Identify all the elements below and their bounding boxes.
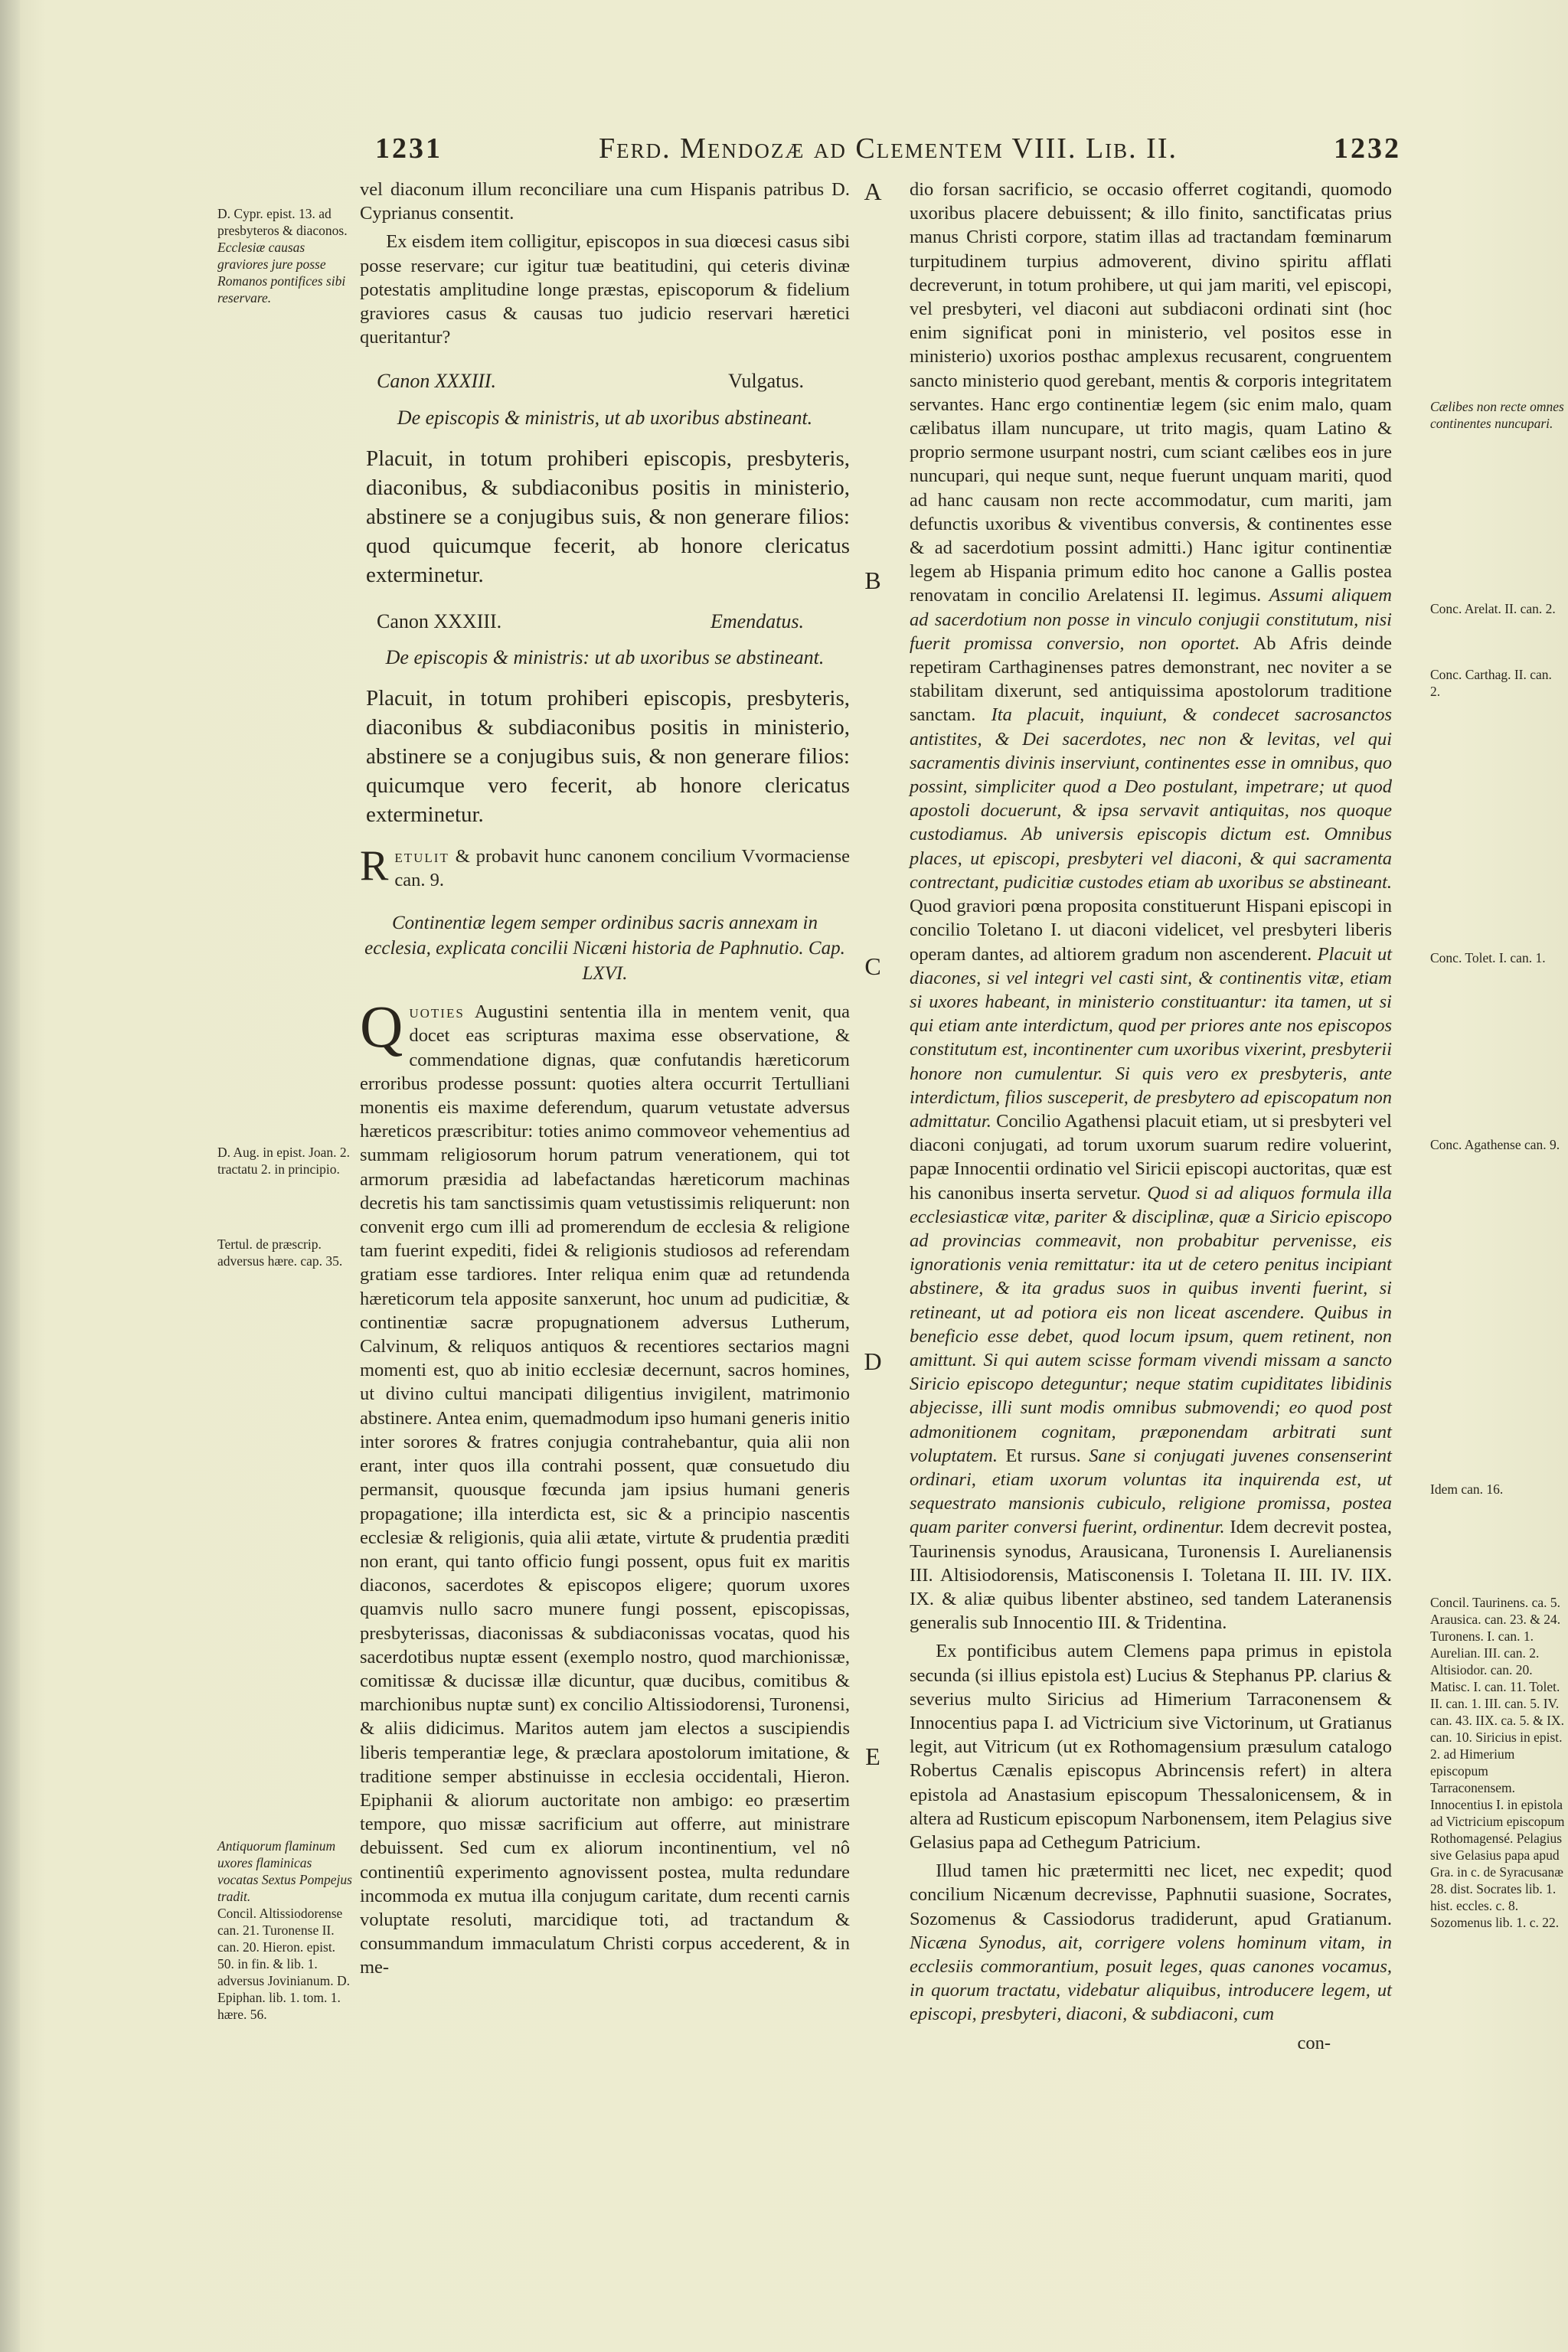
page-number-left: 1231 xyxy=(375,132,443,165)
canon-label: Canon XXXIII. xyxy=(377,609,502,632)
margin-note-ref: D. Cypr. epist. 13. ad presbyteros & diaconos. xyxy=(217,206,348,238)
quote-carthag: Ita placuit, inquiunt, & condecet sacrosanctos antistites, & Dei sacerdotes, nec non & levitas, vel qui sacramentis divinis inserviunt, continentes esse in omnibus, quo possint, simpliciter quod a Deo postulant, impetrare; ut quod apostoli docuerunt, & ipsa servavit antiquitas, nos quoque custodiamus. Ab universis episcopis dictum est. Omnibus places, ut episcopi, presbyteri vel diaconi, & qui sacramenta contrectant, pudicitiæ custodes etiam ab uxoribus se abstineant. xyxy=(910,704,1393,893)
section-letter-d: D xyxy=(864,1348,882,1375)
left-column xyxy=(360,178,850,1984)
canon-title: De episcopis & ministris: ut ab uxoribus se abstineant. xyxy=(385,645,825,668)
canon-text-emendatus: Placuit, in totum prohiberi episcopis, presbyteris, diaconibus & subdiaconibus positis in ministerio, abstinere se a conjugibus suis, & non generare filios: quicumque vero fecerit, ab honore clericatus exterminetur. xyxy=(366,685,850,827)
quote-nicaena: Nicæna Synodus, ait, corrigere volens hominum vitam, in ecclesiis commorantium, posuit leges, quas canones vocamus, in quorum tractatu, videbatur aliquibus, introducere legem, ut episcopi, presbyteri, diaconi, & subdiaconi, cum xyxy=(910,1932,1392,2025)
section-letter-b: B xyxy=(864,567,881,594)
margin-note-augustine: D. Aug. in epist. Joan. 2. tractatu 2. in principio. xyxy=(217,1145,351,1177)
paragraph: Ex pontificibus autem Clemens papa primus in epistola secunda (si illius epistola est) Lucius & Stephanus PP. clarius & severius multo Siricius ad Himerium Tarraconensem & Innocentius papa I. ad Victricium sive Victorinum, ut Gratianus legit, aut Vitricum (ut ex Rothomagensium præsulum catalogo Robertus Cænalis episcopus Abrincensis refert) in altera epistola ad Anastasium episcopum Thessalonicensem, & in altera ad Rusticum episcopum Narbonensem, item Pelagius sive Gelasius papa ad Cethegum Patricium. xyxy=(910,1641,1392,1854)
running-header xyxy=(375,132,1401,172)
paragraph-retulit: Retulit & probavit hunc canonem concilium Vvormaciense can. 9. xyxy=(360,841,850,891)
canon-title: De episcopis & ministris, ut ab uxoribus abstineant. xyxy=(397,406,813,429)
paragraph: vel diaconum illum reconciliare una cum Hispanis patribus D. Cyprianus consentit. xyxy=(360,179,850,224)
margin-note-arelat: Conc. Arelat. II. can. 2. xyxy=(1430,601,1556,616)
section-letter-c: C xyxy=(864,952,881,980)
drop-cap: R xyxy=(360,841,389,890)
quote-agath-2: Sane si conjugati juvenes consenserint ordinari, etiam uxorum voluntas ita inquirenda est, ut sequestrato mansionis cubiculo, religione promissa, postea quam pariter conversi fuerint, ordinentur. xyxy=(910,1445,1392,1538)
paragraph: Illud tamen hic prætermitti nec licet, nec expedit; quod concilium Nicænum decrevisse, Paphnutii suasione, Socrates, Sozomenus & Cassiodorus tradiderunt, apud Gratianum. Nicæna Synodus, ait, corrigere volens hominum vitam, in ecclesiis commorantium, posuit leges, quas canones vocamus, in quorum tractatu, videbatur aliquibus, introducere legem, ut episcopi, presbyteri, diaconi, & subdiaconi, cum xyxy=(910,1860,1392,2025)
canon-version: Vulgatus. xyxy=(728,370,804,393)
margin-note-cyprian xyxy=(217,205,354,306)
canon-heading-vulgatus xyxy=(377,369,850,393)
section-letter-e: E xyxy=(865,1743,880,1770)
quote-tolet: Placuit ut diacones, si vel integri vel casti sint, & continentis vitæ, etiam si uxores habeant, in ministerio constituantur: ita tamen, ut si qui etiam ante interdictum, quod per priores ante nos episcopos constitutum est, incontinenter cum uxoribus vixerint, presbyterii honore non cumulentur. Si quis vero ex presbyteris, ante interdictum, filios susceperit, de presbytero ad episcopatum non admittatur. xyxy=(910,943,1393,1132)
margin-note-councils-left: Concil. Altissiodorense can. 21. Turonense II. can. 20. Hieron. epist. 50. in fin. & lib. 1. adversus Jovinianum. D. Epiphan. lib. 1. tom. 1. hære. 56. xyxy=(217,1906,351,2022)
canon-version: Emendatus. xyxy=(710,609,804,632)
margin-note-agath: Conc. Agathense can. 9. xyxy=(1430,1137,1560,1152)
chapter-heading: Continentiæ legem semper ordinibus sacris annexam in ecclesia, explicata concilii Nicæni historia de Paphnutio. Cap. LXVI. xyxy=(364,913,845,985)
canon-text-vulgatus: Placuit, in totum prohiberi episcopis, presbyteris, diaconibus, & subdiaconibus positis in ministerio, abstinere se a conjugibus suis, & non generare filios: quod quicumque fecerit, ab honore clericatus exterminetur. xyxy=(366,446,850,587)
margin-note-councils-right: Concil. Taurinens. ca. 5. Arausica. can. 23. & 24. Turonens. I. can. 1. Aurelian. III. can. 2. Altisiodor. can. 20. Matisc. I. can. 11. Tolet. II. can. 1. III. can. 5. IV. can. 43. IIX. ca. 5. & IX. can. 10. Siricius in epist. 2. ad Himerium episcopum Tarraconensem. Innocentius I. in epistola ad Victricium episcopum Rothomagensé. Pelagius sive Gelasius papa apud Gra. in c. de Syracusanæ 28. dist. Socrates lib. 1. hist. eccles. c. 8. Sozomenus lib. 1. c. 22. xyxy=(1430,1595,1565,1930)
book-spine-shadow xyxy=(0,0,20,2352)
quote-agath: Quod si ad aliquos formula illa ecclesiasticæ vitæ, pariter & disciplinæ, quæ a Siricio episcopo ad provincias commeavit, non probabitur pervenisse, eis ignorationis venia remittatur: ita ut de cetero penitus incipiant abstinere, & ita gradus suos in quibus inventi fuerint, si retineant, ut ad potiora eis non liceat ascendere. Quibus in beneficio esse debet, quod locum ipsum, quem retinent, non amittunt. Si qui autem scisse formam vivendi missam a sancto Siricio episcopo deteguntur; neque statim cupiditates libidinis abjecisse, illi sunt modis omnibus submovendi; eo quod post admonitionem cognitam, præponendam arbitrati sunt voluptatem. xyxy=(910,1182,1392,1466)
margin-note-tertullian: Tertul. de præscrip. adversus hære. cap. 35. xyxy=(217,1236,343,1269)
margin-note-tolet: Conc. Tolet. I. can. 1. xyxy=(1430,950,1546,965)
drop-cap: Q xyxy=(360,993,403,1060)
quote-arelat: Assumi aliquem ad sacerdotium non posse in vinculo conjugii constitutum, nisi fuerit promissa conversio, non oportet. xyxy=(910,585,1393,654)
margin-note-carthag: Conc. Carthag. II. can. 2. xyxy=(1430,667,1552,699)
catchword: con- xyxy=(1297,2032,1331,2053)
margin-note-caelibes: Cælibes non recte omnes continentes nuncupari. xyxy=(1430,399,1564,431)
section-letter-a: A xyxy=(864,178,882,205)
paragraph: dio forsan sacrificio, se occasio offerret cogitandi, quomodo uxoribus placere debuissent; & illo finito, sanctificatas prius manus Christi corpore, statim illas ad tractandam fœminarum turpitudinem turpius admoverent, divino spiritu afflati decreverunt, in totum prohibere, ut qui jam mariti, vel episcopi, vel presbyteri, vel diaconi aut subdiaconi ordinati sint (hoc enim significat poni in ministerio, vel positos esse in ministerio) uxorios posthac amplexus recusarent, congruentem sancto ministerio quod gerebant, mentis & corporis integritatem servantes. Hanc ergo continentiæ legem (sic enim malo, quam cælibatus illam nuncupare, ut trito magis, quam Latino & proprio sermone usurpant nostri, cum sciant cælibes eos in jure nuncupari, qui neque sunt, neque fuerunt unquam mariti, quod ad hanc causam non recte accommodatur, cum mariti, jam defunctis uxoribus & viventibus conversis, & continentes esse & ad sacerdotium possint admitti.) Hanc igitur continentiæ legem ab Hispania primum edito hoc canone a Gallis postea renovatam in concilio Arelatensi II. legimus. Assumi aliquem ad sacerdotium non posse in vinculo conjugii constitutum, nisi fuerit promissa conversio, non oportet. Ab Afris deinde repetiram Carthaginenses patres demonstrant, nec noviter a se stabilitam dixerunt, sed antiquissima apostolorum traditione sanctam. Ita placuit, inquiunt, & condecet sacrosanctos antistites, & Dei sacerdotes, nec non & levitas, vel qui sacramentis divinis inserviunt, continentes esse in omnibus, quo possint, simpliciter quod a Deo postulant, impetrare; ut quod apostoli docuerunt, & ipsa servavit antiquitas, nos quoque custodiamus. Ab universis episcopis dictum est. Omnibus places, ut episcopi, presbyteri vel diaconi, & qui sacramenta contrectant, pudicitiæ custodes etiam ab uxoribus se abstineant. Quod graviori pœna proposita constituerunt Hispani episcopi in concilio Toletano I. ut diaconi videlicet, vel presbyteri liberis operam dantes, ad altiorem gradum non ascenderent. Placuit ut diacones, si vel integri vel casti sint, & continentis vitæ, etiam si uxores habeant, in ministerio constituantur: ita tamen, ut si qui etiam ante interdictum, quod per priores ante nos episcopos constitutum est, incontinenter cum uxoribus vixerint, presbyterii honore non cumulentur. Si quis vero ex presbyteris, ante interdictum, filios susceperit, de presbytero ad episcopatum non admittatur. Concilio Agathensi placuit etiam, ut si presbyteri vel diaconi conjugati, ad torum uxorum suarum redire voluerint, papæ Innocentii ordinatio vel Siricii episcopi auctoritas, quæ est his canonibus inserta servetur. Quod si ad aliquos formula illa ecclesiasticæ vitæ, pariter & disciplinæ, quæ a Siricio episcopo ad provincias commeavit, non probabitur pervenisse, eis ignorationis venia remittatur: ita ut de cetero penitus incipiant abstinere, & ita gradus suos in quibus inventi fuerint, si retineant, ut ad potiora eis non liceat ascendere. Quibus in beneficio esse debet, quod locum ipsum, quem retinent, non amittunt. Si qui autem scisse formam vivendi missam a sancto Siricio episcopo deteguntur; neque statim cupiditates libidinis abjecisse, illi sunt modis omnibus submovendi; eo quod post admonitionem cognitam, præponendam arbitrati sunt voluptatem. Et rursus. Sane si conjugati juvenes consenserint ordinari, etiam uxorum voluntas ita inquirenda est, ut sequestrato mansionis cubiculo, religione promissa, postea quam pariter conversi fuerint, ordinentur. Idem decrevit postea, Taurinensis synodus, Arausicana, Turonensis I. Aurelianensis III. Altisiodorensis, Matisconensis I. Toletana II. III. IV. IIX. IX. & aliæ quibus libenter abstineo, sed tandem Lateranensis generalis sub Innocentio III. & Tridentina. xyxy=(910,179,1393,1634)
right-column xyxy=(910,178,1392,2055)
margin-note-idem: Idem can. 16. xyxy=(1430,1481,1504,1497)
canon-heading-emendatus xyxy=(377,609,850,633)
running-title: Ferd. Mendozæ ad Clementem VIII. Lib. II. xyxy=(599,132,1178,165)
margin-note-gloss: Ecclesiæ causas graviores jure posse Romanos pontifices sibi reservare. xyxy=(217,240,346,305)
margin-note-flaminicas: Antiquorum flaminum uxores flaminicas vocatas Sextus Pompejus tradit. xyxy=(217,1838,352,1904)
paragraph-quoties: Quoties Augustini sententia illa in mentem venit, qua docet eas scripturas maxima esse observatione, & commendatione dignas, quæ confutandis hæreticorum erroribus prodesse possunt: quoties altera occurrit Tertulliani monentis eis maxime deferendum, quarum vetustate adversus hæreticos præscribitur: toties animo commoveor vehementius ad summam religiosorum horum patrum venerationem, qui tot armorum præsidia ad labefactandas hæreticorum machinas decretis his tam sanctissimis quam vetustissimis reliquerunt: non convenit ergo cum illi ad promerendum de ecclesia & religione tam fuerint expediti, fidei & religionis studiosos ad referendam gratiam esse tardiores. Inter reliqua enim quæ ad retundenda hæreticorum tela apposite sanxerunt, hoc unum ad pudicitiæ, & continentiæ sacræ propugnationem adversus Lutherum, Calvinum, & reliquos antiquos & recentiores sectarios magni momenti est, quo ab initio ecclesiæ decernunt, sacros homines, ut divino cultui mancipati diligentius invigilent, matrimonio abstinere. Antea enim, quemadmodum ipso humani generis initio inter sorores & fratres conjugia contrahebantur, quia alii non erant, inter quos illa contrahi possent, quæ consuetudo diu permansit, quousque fœcunda jam ipsius humani generis propagatione; illa interdicta est, sic & a principio nascentis ecclesiæ & religionis, quia alii ætate, virtute & prudentia præditi non erant, qui tanto officio fungi possent, opus fuit ex maritis diaconos, sacerdotes & episcopos eligere; quorum uxores quamvis nullo sacro munere fungi possent, episcopissas, presbyterissas, diaconissas & subdiaconissas vocatas, quod his sacerdotibus nuptæ essent (exemplo nostro, quod marchionissæ, comitissæ & ducissæ illæ dicuntur, quæ ducibus, comitibus & marchionibus nuptæ sunt) ex concilio Altissiodorensi, Turonensi, & aliis didicimus. Maritos autem jam electos a suscipiendis liberis temperantiæ lege, & præclara apostolorum imitatione, & traditione semper abstinuisse in ecclesia occidentali, Hieron. Epiphanii & aliorum auctoritate non ambigo: eo præsertim tempore, quo missæ sacrificium aut offerre, aut ministrare debuissent. Sed cum ex aliorum incontinentium, vel nô continentiû experimento agnovissent postea, multa redundare incommoda ex mutua illa conjugum caritate, dum recenti carnis voluptate resoluti, marcidique toti, ad tractandum & consummandum immaculatum Christi corpus accederent, & in me- xyxy=(360,993,850,1978)
canon-label: Canon XXXIII. xyxy=(377,370,496,393)
paragraph: Ex eisdem item colligitur, episcopos in sua diœcesi casus sibi posse reservare; cur igitur tuæ beatitudini, qui ceteris divinæ potestatis amplitudine longe præstas, episcoporum & fidelium graviores casus & causas tuo judicio reservari hæretici queritantur? xyxy=(360,231,850,348)
page-number-right: 1232 xyxy=(1334,132,1401,165)
